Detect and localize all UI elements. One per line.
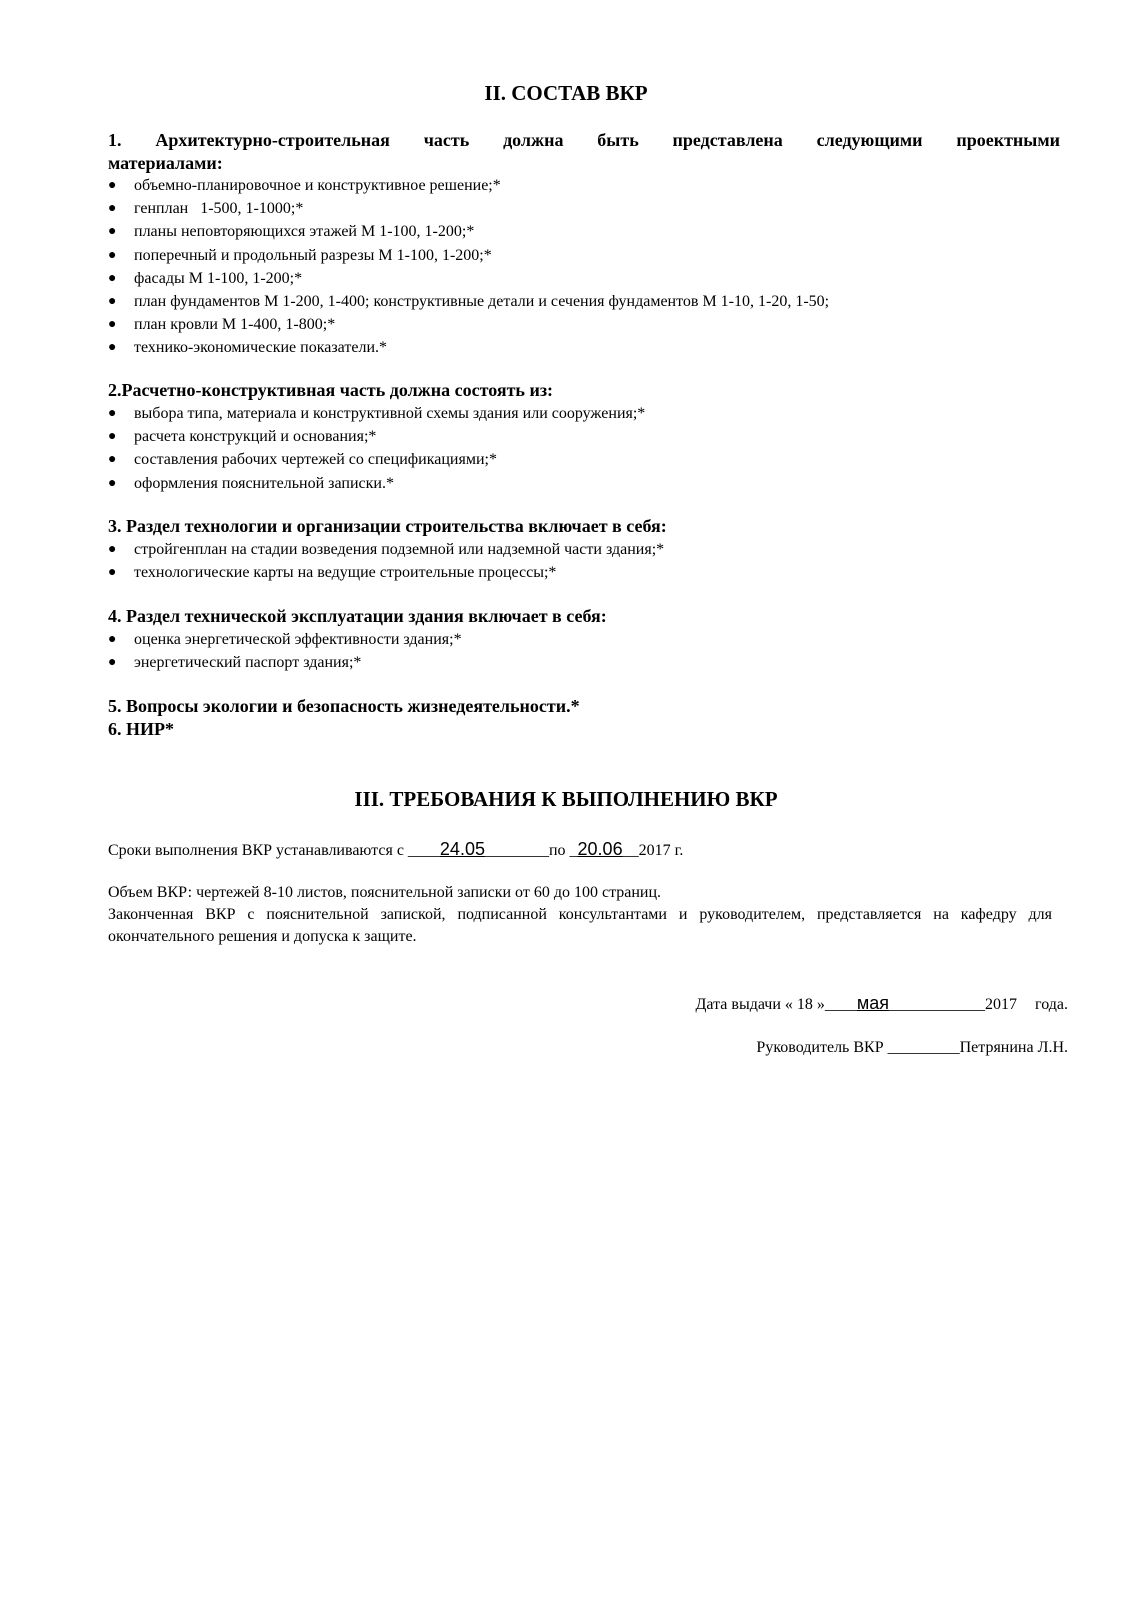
- list-item: ● составления рабочих чертежей со спецификациями;*: [108, 448, 1060, 471]
- list-item: ● поперечный и продольный разрезы М 1-100, 1-200;*: [108, 244, 1060, 267]
- part-1-heading: [108, 129, 1060, 175]
- part-3-heading: 3. Раздел технологии и организации строительства включает в себя:: [108, 516, 667, 536]
- section-2-title: II. СОСТАВ ВКР: [484, 81, 648, 105]
- part-1-heading-line-1: 1. Архитектурно-строительная часть должна быть представлена следующими проектными: [108, 130, 1060, 150]
- bullet-icon: ●: [108, 224, 117, 240]
- list-item: ● генплан 1-500, 1-1000;*: [108, 197, 1060, 220]
- deadline-blank: ____: [407, 842, 440, 859]
- bullet-icon: ●: [108, 429, 117, 445]
- section-3-title: III. ТРЕБОВАНИЯ К ВЫПОЛНЕНИЮ ВКР: [354, 787, 778, 811]
- list-item: ● энергетический паспорт здания;*: [108, 651, 1060, 674]
- list-item: ● планы неповторяющихся этажей М 1-100, 1-200;*: [108, 220, 1060, 243]
- part-2-list: [108, 402, 1060, 495]
- part-5-heading: 5. Вопросы экологии и безопасность жизнедеятельности.*: [108, 696, 580, 716]
- volume-text: Объем ВКР: чертежей 8-10 листов, пояснительной записки от 60 до 100 страниц.: [108, 884, 662, 901]
- issue-date-blank: ____: [824, 996, 857, 1013]
- bullet-icon: ●: [108, 317, 117, 333]
- part-1-list: [108, 174, 1060, 360]
- bullet-icon: ●: [108, 406, 117, 421]
- part-1-heading-line-2: материалами:: [108, 153, 223, 173]
- bullet-icon: ●: [108, 632, 117, 647]
- end-date: 20.06: [577, 839, 623, 859]
- list-item: ● выбора типа, материала и конструктивной схемы здания или сооружения;*: [108, 402, 1060, 425]
- deadline-blank: __: [622, 842, 639, 859]
- bullet-icon: ●: [108, 655, 117, 671]
- part-3-list: [108, 538, 1060, 584]
- list-item: ● оформления пояснительной записки.*: [108, 472, 1060, 495]
- issue-date-blank: ____________: [889, 996, 986, 1013]
- list-item: ● план фундаментов М 1-200, 1-400; конструктивные детали и сечения фундаментов М 1-10, 1-20, 1-50;: [108, 290, 1060, 313]
- list-item: ● расчета конструкций и основания;*: [108, 425, 1060, 448]
- deadline-prefix: Сроки выполнения ВКР устанавливаются с: [108, 842, 408, 859]
- list-item: ● технологические карты на ведущие строительные процессы;*: [108, 561, 1060, 584]
- bullet-icon: ●: [108, 178, 117, 193]
- issue-year: 2017: [985, 996, 1018, 1013]
- bullet-icon: ●: [108, 452, 117, 468]
- supervisor-line: [756, 1037, 1068, 1059]
- list-item: ● план кровли М 1-400, 1-800;*: [108, 313, 1060, 336]
- issue-date-line: [696, 992, 1069, 1016]
- bullet-icon: ●: [108, 475, 117, 491]
- issue-month: мая: [856, 993, 890, 1013]
- deadline-mid: по: [548, 842, 570, 859]
- part-2-heading: 2.Расчетно-конструктивная часть должна состоять из:: [108, 380, 554, 400]
- list-item: ● стройгенплан на стадии возведения подземной или надземной части здания;*: [108, 538, 1060, 561]
- submission-text: Законченная ВКР с пояснительной запиской, подписанной консультантами и руководителем, представляется на кафедру для окончательного решения и допуска к защите.: [108, 906, 1052, 945]
- bullet-icon: ●: [108, 293, 117, 309]
- bullet-icon: ●: [108, 201, 117, 217]
- deadline-blank: ________: [484, 842, 549, 859]
- start-date: 24.05: [439, 839, 485, 859]
- list-item: ● объемно-планировочное и конструктивное решение;*: [108, 174, 1060, 197]
- bullet-icon: ●: [108, 542, 117, 557]
- bullet-icon: ●: [108, 565, 117, 581]
- bullet-icon: ●: [108, 340, 117, 356]
- issue-date-prefix: Дата выдачи « 18 »: [695, 996, 825, 1013]
- deadline-suffix: 2017 г.: [638, 842, 684, 859]
- part-4-list: [108, 628, 1060, 674]
- supervisor-label: Руководитель ВКР: [756, 1039, 888, 1056]
- bullet-icon: ●: [108, 270, 117, 286]
- signature-blank: _________: [887, 1039, 960, 1056]
- list-item: ● технико-экономические показатели.*: [108, 336, 1060, 359]
- part-4-heading: 4. Раздел технической эксплуатации здания включает в себя:: [108, 606, 607, 626]
- part-6-heading: 6. НИР*: [108, 719, 174, 739]
- list-item: ● фасады М 1-100, 1-200;*: [108, 267, 1060, 290]
- deadline-line: [108, 838, 1068, 862]
- bullet-icon: ●: [108, 247, 117, 263]
- issue-date-suffix: года.: [1035, 996, 1068, 1013]
- list-item: ● оценка энергетической эффективности здания;*: [108, 628, 1060, 651]
- deadline-blank: _: [569, 842, 578, 859]
- supervisor-name: Петрянина Л.Н.: [959, 1039, 1068, 1056]
